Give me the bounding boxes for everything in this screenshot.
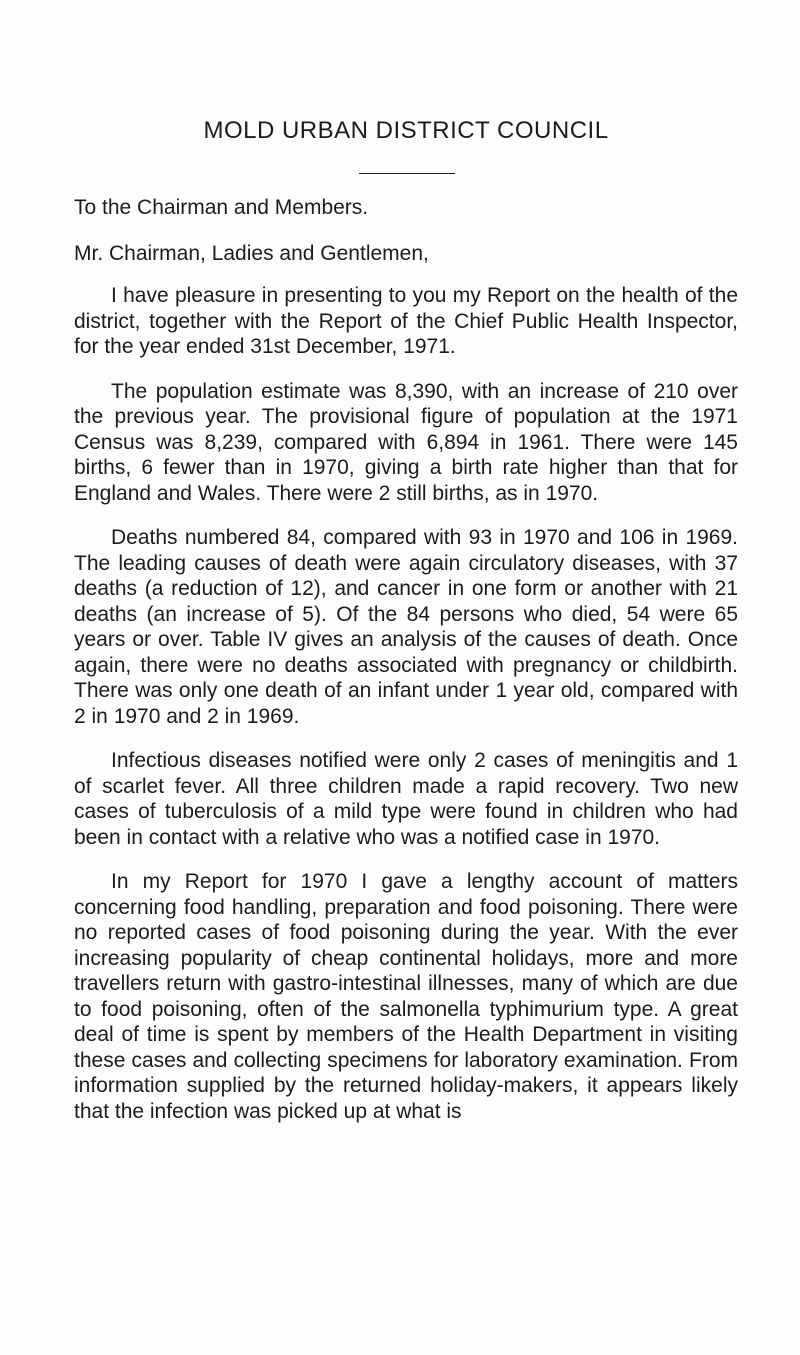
- paragraph-infectious-diseases: Infectious diseases notified were only 2 cases of meningitis and 1 of scarlet fever. All three children made a rapid recovery. Two new cases of tuberculosis of a mild type were found in children who had been in contact with a relative who was a notified case in 1970.: [74, 749, 738, 849]
- title-divider: [359, 173, 455, 174]
- paragraph-population: The population estimate was 8,390, with an increase of 210 over the previous year. The provisional figure of population at the 1971 Census was 8,239, compared with 6,894 in 1961. There were 145 births, 6 fewer than in 1970, giving a birth rate higher than that for England and Wales. There were 2 still births, as in 1970.: [74, 379, 738, 505]
- paragraph-food-poisoning: In my Report for 1970 I gave a lengthy account of matters concerning food handling, preparation and food poisoning. There were no reported cases of food poisoning during the year. With the ever increasing popularity of cheap continental holidays, more and more travellers return with gastro-intestinal illnesses, many of which are due to food poisoning, often of the salmonella typhimurium type. A great deal of time is spent by members of the Health Department in visiting these cases and collecting specimens for laboratory examination. From information supplied by the returned holiday-makers, it appears likely that the infection was picked up at what is: [74, 870, 738, 1123]
- paragraph-deaths: Deaths numbered 84, compared with 93 in 1970 and 106 in 1969. The leading causes of death were again circulatory diseases, with 37 deaths (a reduction of 12), and cancer in one form or another with 21 deaths (an increase of 5). Of the 84 persons who died, 54 were 65 years or over. Table IV gives an analysis of the causes of death. Once again, there were no deaths associated with pregnancy or childbirth. There was only one death of an infant under 1 year old, compared with 2 in 1970 and 2 in 1969.: [74, 526, 738, 728]
- report-body: [74, 283, 738, 1143]
- document-title: MOLD URBAN DISTRICT COUNCIL: [203, 117, 609, 144]
- addressee-line: To the Chairman and Members.: [74, 196, 369, 219]
- paragraph-introduction: I have pleasure in presenting to you my Report on the health of the district, together with the Report of the Chief Public Health Inspector, for the year ended 31st December, 1971.: [74, 284, 738, 358]
- salutation-line: Mr. Chairman, Ladies and Gentlemen,: [74, 242, 429, 265]
